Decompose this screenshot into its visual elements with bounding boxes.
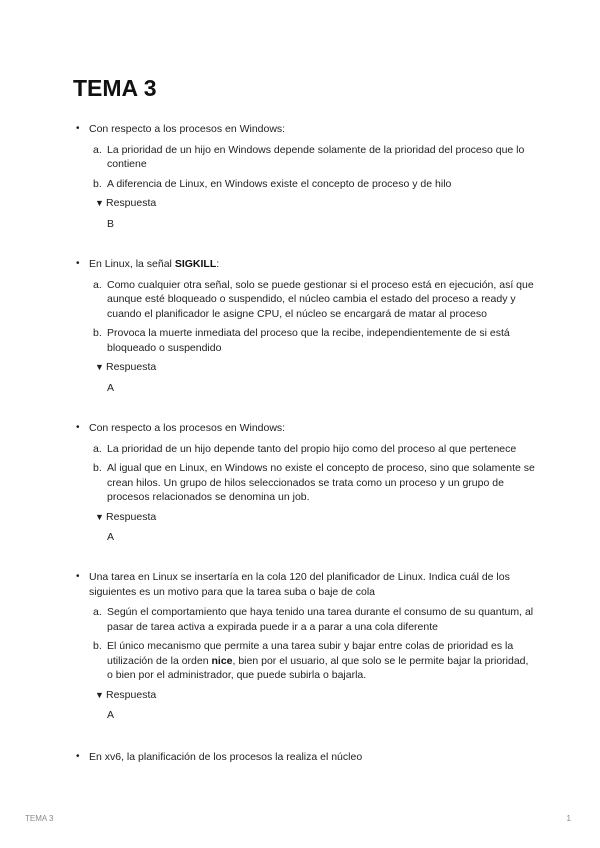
option-text: La prioridad de un hijo en Windows depende solamente de la prioridad del proceso que lo contiene bbox=[107, 143, 525, 170]
answer-value: A bbox=[107, 709, 115, 721]
options-list bbox=[76, 278, 536, 356]
bullet-icon: • bbox=[76, 258, 80, 269]
option-text-part: , bien por el usuario, al que solo se le permite bajar la prioridad, o bien por el administrador, que puede subirla o bajarla. bbox=[107, 654, 529, 681]
option-text: Como cualquier otra señal, solo se puede gestionar si el proceso está en ejecución, así que aunque esté bloqueado o suspendido, el núcleo cambia el estado del proceso a ready y cuando el planificador le asigne CPU, el núcleo se encargará de matar al proceso bbox=[107, 278, 534, 320]
toggle-label: Respuesta bbox=[106, 510, 157, 523]
answer-toggle[interactable] bbox=[76, 196, 536, 211]
triangle-down-icon: ▼ bbox=[95, 362, 104, 372]
bullet-icon: • bbox=[76, 123, 80, 134]
question-3 bbox=[76, 421, 536, 545]
option-a bbox=[76, 442, 536, 457]
toggle-label: Respuesta bbox=[106, 688, 157, 701]
page-title: TEMA 3 bbox=[73, 75, 157, 101]
toggle-label: Respuesta bbox=[106, 197, 157, 209]
option-b bbox=[76, 177, 536, 192]
question-text: En xv6, la planificación de los procesos la realiza el núcleo bbox=[89, 751, 363, 763]
toggle-label: Respuesta bbox=[106, 361, 157, 373]
question-2 bbox=[76, 257, 536, 395]
option-a bbox=[76, 143, 536, 172]
option-letter: b. bbox=[93, 640, 102, 652]
option-b bbox=[76, 326, 536, 355]
options-list bbox=[76, 442, 536, 505]
question-stem bbox=[76, 570, 536, 599]
option-b bbox=[76, 639, 536, 683]
options-list bbox=[76, 605, 536, 683]
option-letter: a. bbox=[93, 606, 102, 618]
answer-toggle[interactable] bbox=[76, 360, 536, 375]
option-a bbox=[76, 605, 536, 634]
question-stem bbox=[76, 421, 536, 436]
answer-value: A bbox=[107, 381, 115, 394]
question-4 bbox=[76, 570, 536, 723]
answer-toggle[interactable] bbox=[76, 510, 536, 525]
options-list bbox=[76, 143, 536, 192]
question-stem bbox=[76, 750, 536, 765]
triangle-down-icon: ▼ bbox=[95, 511, 104, 522]
option-text-bold: nice bbox=[211, 654, 233, 667]
question-stem bbox=[76, 257, 536, 272]
option-text: Provoca la muerte inmediata del proceso que la recibe, independientemente de si está bloqueado o suspendido bbox=[107, 327, 510, 354]
question-1 bbox=[76, 122, 536, 231]
question-stem bbox=[76, 122, 536, 137]
footer-title: TEMA 3 bbox=[25, 814, 54, 823]
question-text-part: : bbox=[216, 258, 220, 270]
triangle-down-icon: ▼ bbox=[95, 198, 104, 208]
option-letter: a. bbox=[93, 278, 102, 291]
bullet-icon: • bbox=[76, 422, 80, 433]
option-a bbox=[76, 278, 536, 322]
option-text: A diferencia de Linux, en Windows existe el concepto de proceso y de hilo bbox=[107, 177, 452, 190]
option-letter: b. bbox=[93, 462, 102, 474]
bullet-icon: • bbox=[76, 751, 80, 762]
option-text: Al igual que en Linux, en Windows no existe el concepto de proceso, sino que solamente se crean hilos. Un grupo de hilos seleccionados se trata como un proceso y un grupo de procesos relacionados se denomina un job. bbox=[107, 462, 535, 503]
answer-value: A bbox=[107, 531, 115, 543]
question-5 bbox=[76, 750, 536, 765]
option-letter: b. bbox=[93, 177, 102, 190]
option-letter: b. bbox=[93, 327, 102, 339]
question-text-bold: SIGKILL bbox=[174, 258, 217, 270]
question-text: Con respecto a los procesos en Windows: bbox=[89, 123, 286, 135]
option-text: Según el comportamiento que haya tenido una tarea durante el consumo de su quantum, al pasar de tarea activa a expirada puede ir a a parar a una cola diferente bbox=[107, 606, 534, 633]
bullet-icon: • bbox=[76, 571, 80, 582]
option-text: La prioridad de un hijo depende tanto del propio hijo como del proceso al que pertenece bbox=[107, 442, 517, 455]
question-text-part: En Linux, la señal bbox=[89, 258, 175, 270]
option-letter: a. bbox=[93, 143, 102, 156]
option-text-part: El único mecanismo que permite a una tarea subir y bajar entre colas de prioridad es la utilización de la orden bbox=[107, 640, 514, 667]
answer-toggle[interactable] bbox=[76, 688, 536, 703]
question-text: Una tarea en Linux se insertaría en la cola 120 del planificador de Linux. Indica cuál de los siguientes es un motivo para que la tarea suba o baje de cola bbox=[89, 571, 510, 598]
option-b bbox=[76, 461, 536, 505]
option-letter: a. bbox=[93, 442, 102, 455]
answer-value: B bbox=[107, 217, 115, 230]
footer-page-number: 1 bbox=[566, 814, 571, 823]
triangle-down-icon: ▼ bbox=[95, 689, 104, 700]
question-text: Con respecto a los procesos en Windows: bbox=[89, 422, 286, 434]
